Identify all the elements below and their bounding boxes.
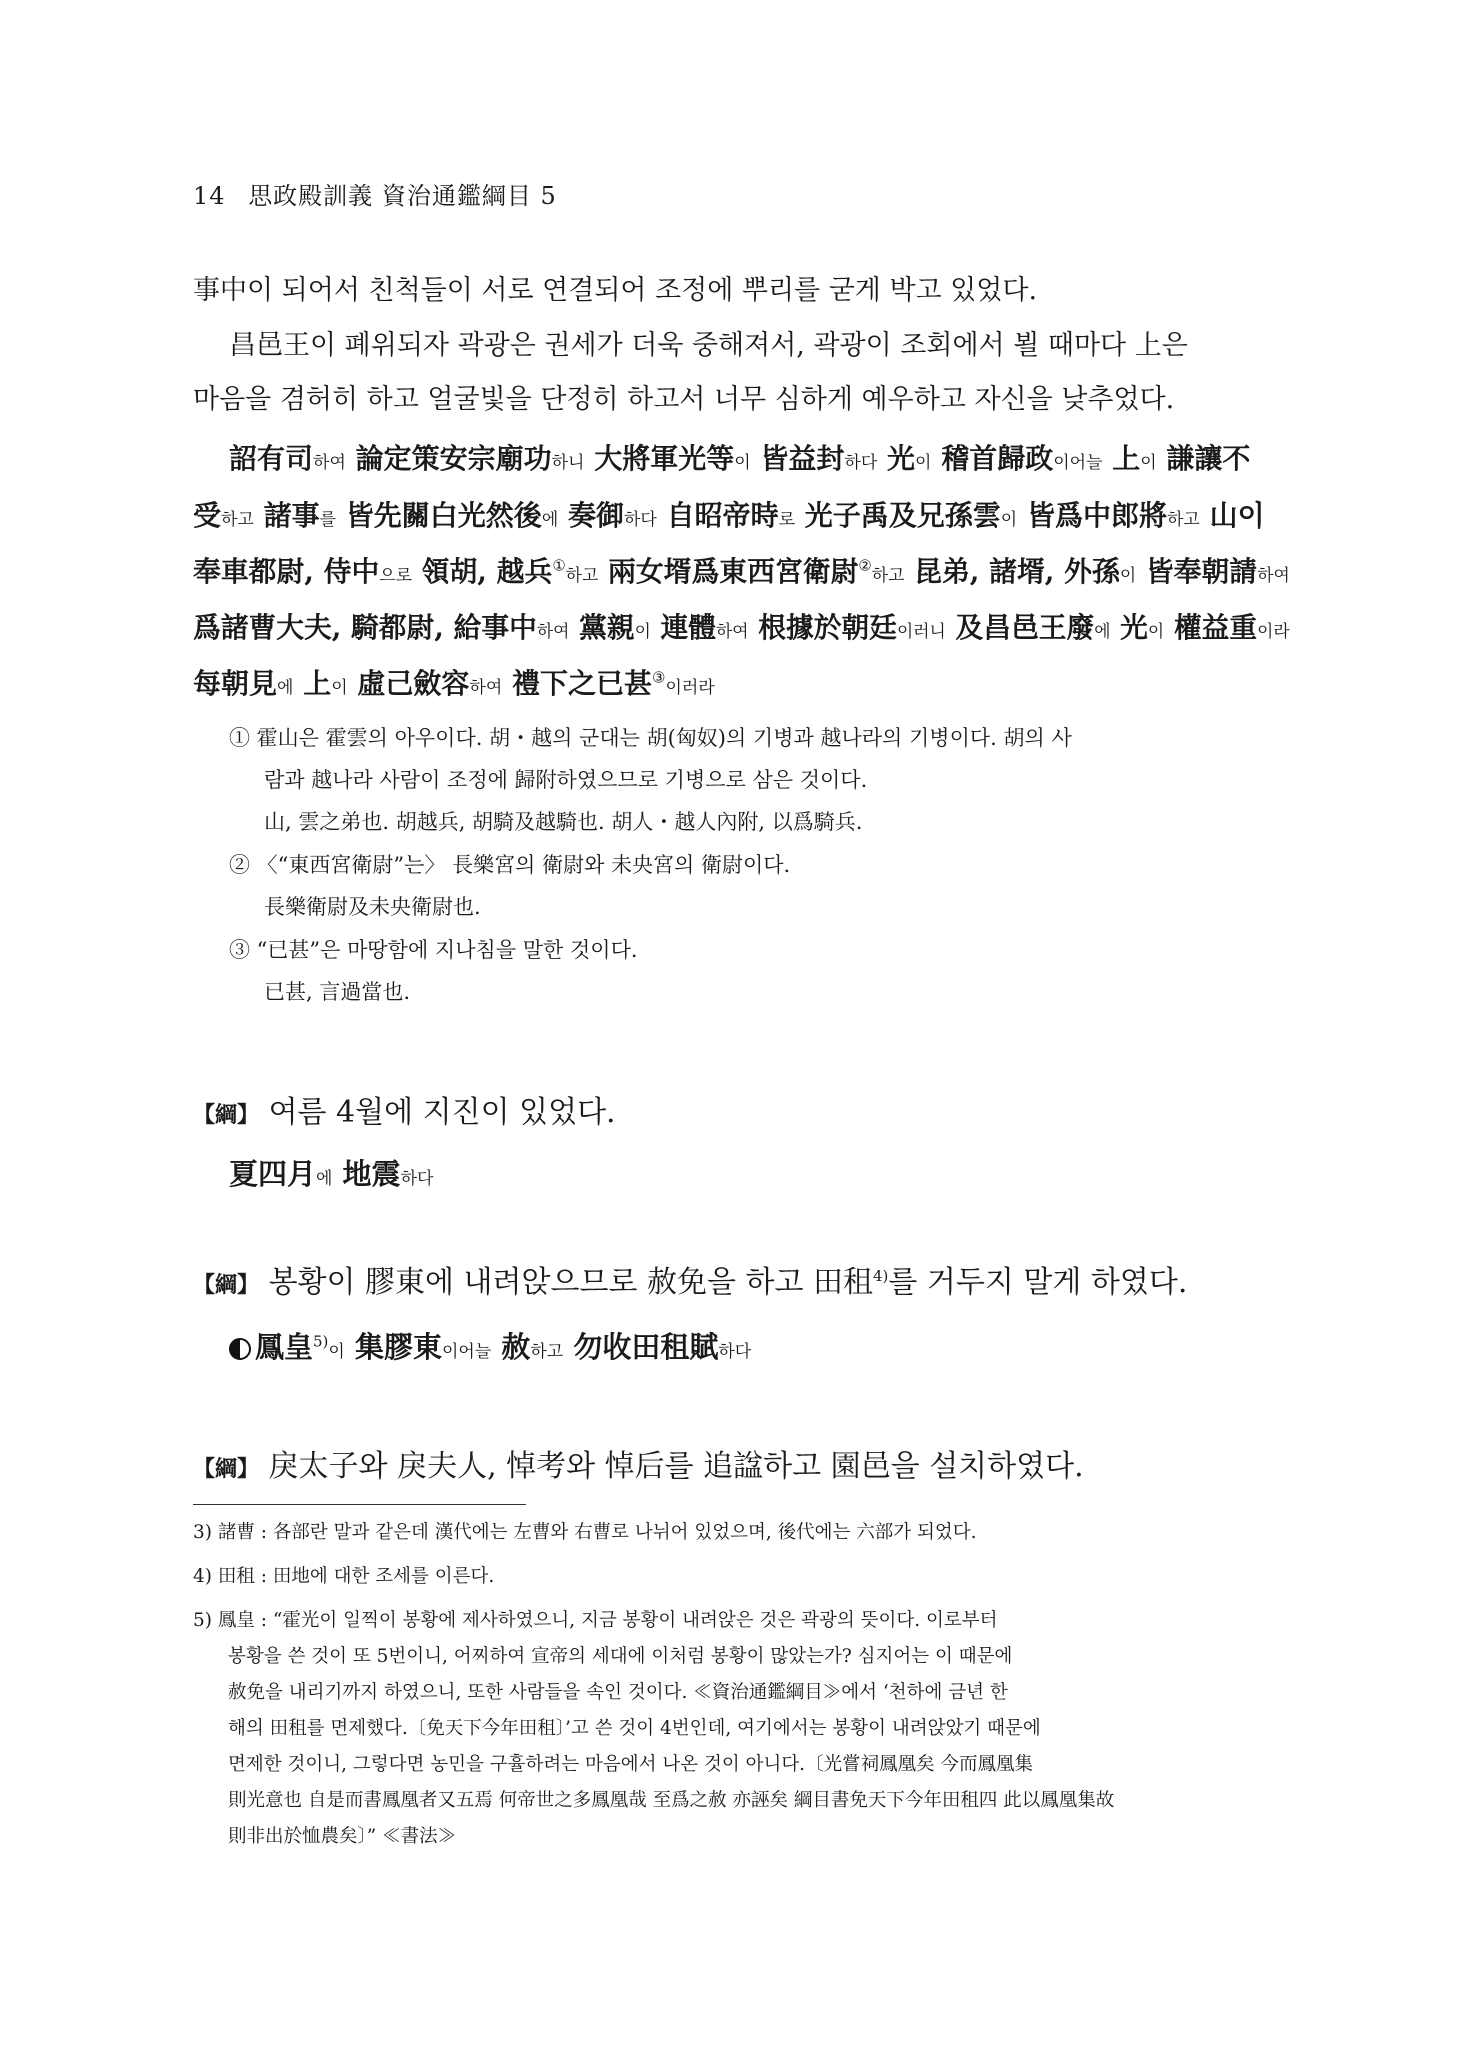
- footnote: 赦免을 내리기까지 하였으니, 또한 사람들을 속인 것이다. ≪資治通鑑綱目≫에서 ‘천하에 금년 한: [228, 1682, 1008, 1703]
- mok-line: 鳳皇$^{5)}$이 集膠東이어늘 赦하고 勿收田租賦하다: [229, 1325, 751, 1366]
- half-circle-icon: [229, 1338, 251, 1360]
- footnote: 4) 田租 : 田地에 대한 조세를 이른다.: [193, 1566, 495, 1587]
- footnote: 해의 田租를 면제했다.〔免天下今年田租〕’고 쓴 것이 4번인데, 여기에서는 봉황이 내려앉았기 때문에: [228, 1718, 1041, 1739]
- hanja-line: 每朝見에 上이 虛己斂容하여 禮下之已甚③이러라: [193, 667, 715, 700]
- note-line: ① 霍山은 霍雲의 아우이다. 胡・越의 군대는 胡(匈奴)의 기병과 越나라의 기병이다. 胡의 사: [229, 726, 1072, 750]
- kang-heading: [193, 1087, 616, 1131]
- kang-tag: 【綱】: [193, 1272, 260, 1298]
- note-line: ③ “已甚”은 마땅함에 지나침을 말한 것이다.: [229, 938, 638, 962]
- note-line: 람과 越나라 사람이 조정에 歸附하였으므로 기병으로 삼은 것이다.: [264, 768, 868, 792]
- body-line: 마음을 겸허히 하고 얼굴빛을 단정히 하고서 너무 심하게 예우하고 자신을 낮추었다.: [193, 384, 1175, 415]
- hanja-line: 受하고 諸事를 皆先關白光然後에 奏御하다 自昭帝時로 光子禹及兄孫雲이 皆爲中郎將하고 山이: [193, 499, 1265, 532]
- footnote: 5) 鳳皇 : “霍光이 일찍이 봉황에 제사하였으니, 지금 봉황이 내려앉은 것은 곽광의 뜻이다. 이로부터: [193, 1610, 998, 1631]
- footnote: 則光意也 自是而書鳳凰者又五焉 何帝世之多鳳凰哉 至爲之赦 亦誣矣 綱目書免天下今年田租四 此以鳳凰集故: [228, 1790, 1115, 1811]
- footnote: 則非出於恤農矣〕” ≪書法≫: [228, 1826, 457, 1847]
- book-title: 思政殿訓義 資治通鑑綱目 5: [248, 182, 557, 210]
- note-line: 長樂衛尉及未央衛尉也.: [264, 895, 481, 919]
- kang-text: 戾太子와 戾夫人, 悼考와 悼后를 追諡하고 園邑을 설치하였다.: [268, 1449, 1084, 1484]
- hanja-line: 爲諸曹大夫, 騎都尉, 給事中하여 黨親이 連體하여 根據於朝廷이러니 及昌邑王廢에 光이 權益重이라: [193, 611, 1290, 644]
- mok-line: 夏四月에 地震하다: [229, 1157, 434, 1191]
- kang-text: 여름 4월에 지진이 있었다.: [268, 1095, 616, 1130]
- footnote-divider: [193, 1504, 526, 1505]
- hanja-line: 詔有司하여 論定策安宗廟功하니 大將軍光等이 皆益封하다 光이 稽首歸政이어늘 上이 謙讓不: [229, 442, 1251, 475]
- page-number: 14: [193, 182, 226, 210]
- kang-heading: 【綱】 봉황이 膠東에 내려앉으므로 赦免을 하고 田租$^{4)}$를 거두지 말게 하였다.: [193, 1265, 1188, 1300]
- note-line: 已甚, 言過當也.: [264, 980, 411, 1004]
- footnote: 봉황을 쓴 것이 또 5번이니, 어찌하여 宣帝의 세대에 이처럼 봉황이 많았는가? 심지어는 이 때문에: [228, 1646, 1013, 1667]
- page-header: [193, 176, 557, 211]
- note-line: ② 〈“東西宮衛尉”는〉 長樂宮의 衛尉와 未央宮의 衛尉이다.: [229, 853, 791, 877]
- body-line: 事中이 되어서 친척들이 서로 연결되어 조정에 뿌리를 굳게 박고 있었다.: [193, 275, 1038, 306]
- footnote: 3) 諸曹 : 各部란 말과 같은데 漢代에는 左曹와 右曹로 나뉘어 있었으며, 後代에는 六部가 되었다.: [193, 1522, 977, 1543]
- body-line: 昌邑王이 폐위되자 곽광은 권세가 더욱 중해져서, 곽광이 조회에서 뵐 때마다 上은: [229, 330, 1188, 361]
- hanja-line: 奉車都尉, 侍中으로 領胡, 越兵①하고 兩女壻爲東西宮衛尉②하고 昆弟, 諸壻, 外孫이 皆奉朝請하여: [193, 555, 1290, 588]
- kang-tag: 【綱】: [193, 1456, 260, 1482]
- note-line: 山, 雲之弟也. 胡越兵, 胡騎及越騎也. 胡人・越人內附, 以爲騎兵.: [264, 810, 863, 834]
- footnote: 면제한 것이니, 그렇다면 농민을 구휼하려는 마음에서 나온 것이 아니다.〔光嘗祠鳳凰矣 今而鳳凰集: [228, 1754, 1033, 1775]
- kang-heading: [193, 1441, 1084, 1485]
- kang-tag: 【綱】: [193, 1102, 260, 1128]
